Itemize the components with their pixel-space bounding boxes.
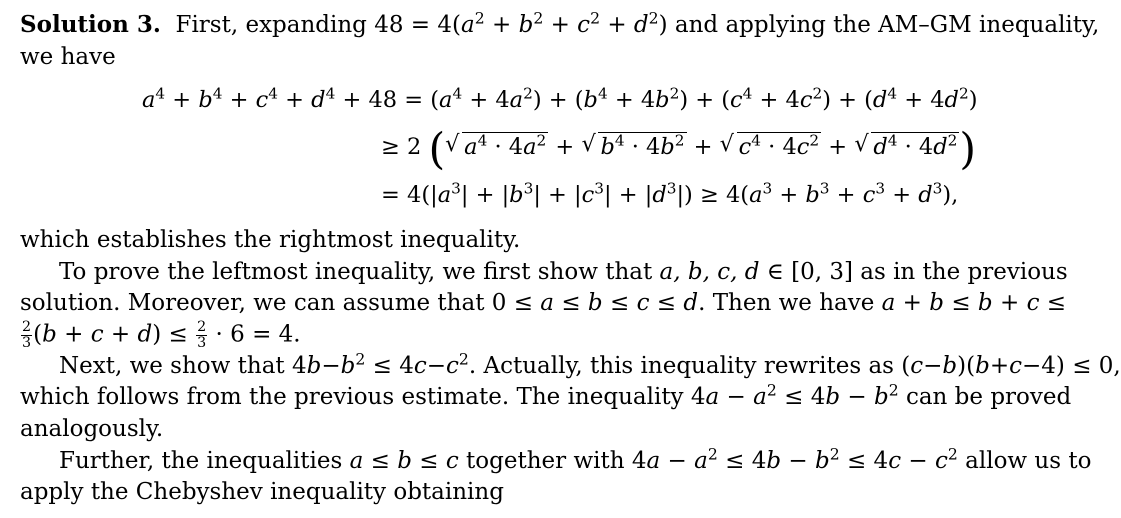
para2-line-2: solution. Moreover, we can assume that 0 ≤ a ≤ b ≤ c ≤ d. Then we have a + b ≤ b + c ≤ xyxy=(20,290,1067,316)
intro-line-1 xyxy=(20,8,1100,38)
para4-line-2: apply the Chebyshev inequality obtaining xyxy=(20,479,504,505)
equation-row-2: ≥ 2 (√ $a^4 \cdot 4a^2$ + √ $b^4 \cdot 4b^2$ + √ $c^4 \cdot 4c^2$ + √ $d^4 \cdot 4d^2$) xyxy=(381,136,976,159)
para3-line-1: Next, we show that $4b-b^2 \le 4c-c^2$. Actually, this inequality rewrites as (c−b)(b+c−4) ≤ 0, xyxy=(59,349,1121,379)
solution-heading: Solution 3. xyxy=(20,11,161,38)
para3-line-3: analogously. xyxy=(20,416,164,442)
intro-text: First, expanding $48 = 4(a^2 + b^2 + c^2 + d^2)$ and applying the AM–GM inequality, xyxy=(175,8,1100,38)
after-equation-text: which establishes the rightmost inequality. xyxy=(20,227,521,253)
para4-line-1: Further, the inequalities a ≤ b ≤ c together with $4a - a^2 \le 4b - b^2 \le 4c - c^2$ allow us to xyxy=(59,444,1092,474)
equation-row-1: $a^4 + b^4 + c^4 + d^4 + 48 = (a^4 + 4a^2) + (b^4 + 4b^2) + (c^4 + 4c^2) + (d^4 + 4d^2)$ xyxy=(142,84,978,113)
para2-line-1: To prove the leftmost inequality, we first show that a, b, c, d ∈ [0, 3] as in the previous xyxy=(59,259,1068,285)
equation-row-3: = $4(|a^3| + |b^3| + |c^3| + |d^3|) \ge 4(a^3 + b^3 + c^3 + d^3)$, xyxy=(381,179,959,208)
intro-line-2: we have xyxy=(20,44,116,70)
para3-line-2: which follows from the previous estimate. The inequality $4a - a^2 \le 4b - b^2$ can be proved xyxy=(20,380,1072,410)
para2-line-3: $\frac{2}{3}$ (b + c + d) ≤ $\frac{2}{3}$ · 6 = 4. xyxy=(22,319,301,351)
